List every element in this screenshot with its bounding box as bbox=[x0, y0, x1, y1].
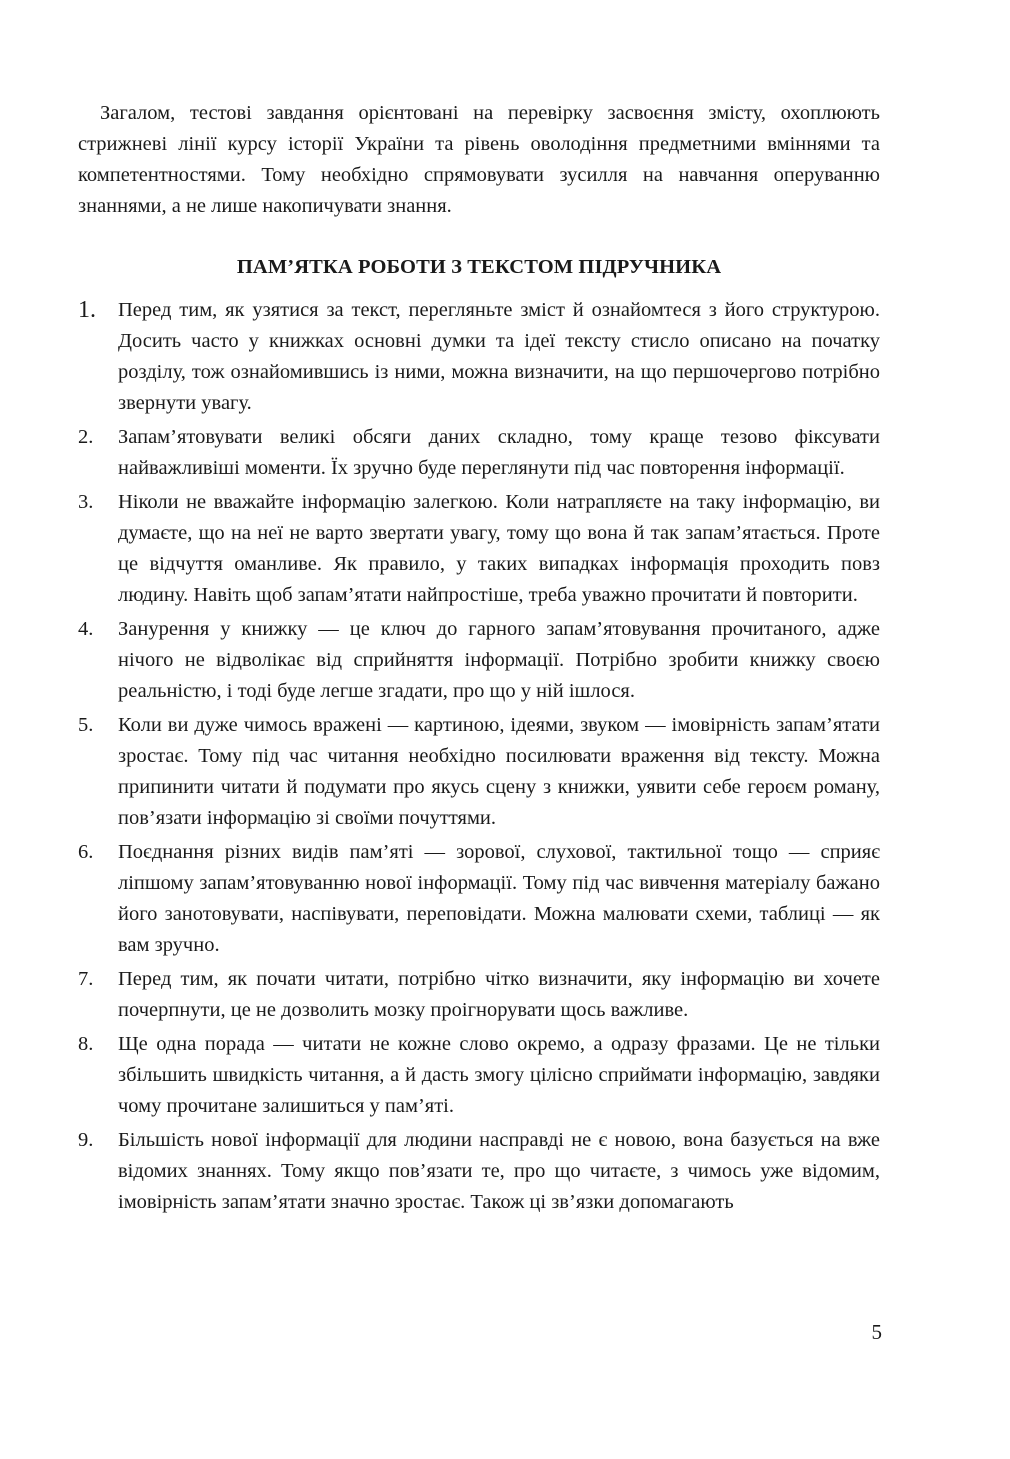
list-item bbox=[78, 710, 880, 834]
list-item bbox=[78, 837, 880, 961]
list-item-number: 8. bbox=[78, 1033, 94, 1055]
list-item-number: 4. bbox=[78, 618, 94, 640]
intro-paragraph: Загалом, тестові завдання орієнтовані на перевірку засвоєння змісту, охоплюють стрижневі лінії курсу історії України та рівень оволодіння предметними вміннями та компетентностями. Тому необхідно спрямовувати зусилля на навчання оперуванню знаннями, а не лише накопичувати знання. bbox=[78, 102, 880, 217]
list-item-number: 3. bbox=[78, 491, 94, 513]
page-number: 5 bbox=[871, 1320, 882, 1344]
list-item-text: Ще одна порада — читати не кожне слово окремо, а одразу фразами. Це не тільки збільшить швидкість читання, а й дасть змогу цілісно сприймати інформацію, завдяки чому прочитане залишиться у пам’яті. bbox=[118, 1033, 880, 1117]
list-item bbox=[78, 422, 880, 484]
list-item-text: Поєднання різних видів пам’яті — зорової, слухової, тактильної тощо — сприяє ліпшому запам’ятовуванню нової інформації. Тому під час вивчення матеріалу бажано його занотовувати, наспівувати, переповідати. Можна малювати схеми, таблиці — як вам зручно. bbox=[118, 841, 880, 956]
page-content bbox=[78, 98, 880, 1221]
list-item-text: Ніколи не вважайте інформацію залегкою. Коли натрапляєте на таку інформацію, ви думаєте, що на неї не варто звертати увагу, тому що вона й так запам’ятається. Проте це відчуття оманливе. Як правило, у таких випадках інформація проходить повз людину. Навіть щоб запам’ятати найпростіше, треба уважно прочитати й повторити. bbox=[118, 491, 880, 606]
list-item bbox=[78, 487, 880, 611]
list-item-number: 9. bbox=[78, 1129, 94, 1151]
list-item bbox=[78, 614, 880, 707]
list-item-number: 2. bbox=[78, 426, 94, 448]
tips-list bbox=[78, 295, 880, 1218]
list-item bbox=[78, 1125, 880, 1218]
list-item bbox=[78, 964, 880, 1026]
list-item-text: Запам’ятовувати великі обсяги даних складно, тому краще тезово фіксувати найважливіші моменти. Їх зручно буде переглянути під час повторення інформації. bbox=[118, 426, 880, 479]
list-item-text: Перед тим, як почати читати, потрібно чітко визначити, яку інформацію ви хочете почерпнути, це не дозволить мозку проігнорувати щось важливе. bbox=[118, 968, 880, 1021]
list-item bbox=[78, 1029, 880, 1122]
list-item-number: 1. bbox=[78, 297, 96, 323]
list-item-number: 5. bbox=[78, 714, 94, 736]
list-item-text: Перед тим, як узятися за текст, перегляньте зміст й ознайомтеся з його структурою. Досить часто у книжках основні думки та ідеї тексту стисло описано на початку розділу, тож ознайомившись із ними, можна визначити, на що першочергово потрібно звернути увагу. bbox=[118, 299, 880, 414]
list-item-text: Занурення у книжку — це ключ до гарного запам’ятовування прочитаного, адже нічого не відволікає від сприйняття інформації. Потрібно зробити книжку своєю реальністю, і тоді буде легше згадати, про що у ній ішлося. bbox=[118, 618, 880, 702]
list-item bbox=[78, 295, 880, 419]
list-item-number: 6. bbox=[78, 841, 94, 863]
list-item-text: Більшість нової інформації для людини насправді не є новою, вона базується на вже відомих знаннях. Тому якщо пов’язати те, про що читаєте, з чимось уже відомим, імовірність запам’ятати значно зростає. Також ці зв’язки допомагають bbox=[118, 1129, 880, 1213]
section-heading: ПАМ’ЯТКА РОБОТИ З ТЕКСТОМ ПІДРУЧНИКА bbox=[236, 256, 722, 278]
list-item-text: Коли ви дуже чимось вражені — картиною, ідеями, звуком — імовірність запам’ятати зростає. Тому під час читання необхідно посилювати враження від тексту. Можна припинити читати й подумати про якусь сцену з книжки, уявити себе героєм роману, пов’язати інформацію зі своїми почуттями. bbox=[118, 714, 880, 829]
list-item-number: 7. bbox=[78, 968, 94, 990]
